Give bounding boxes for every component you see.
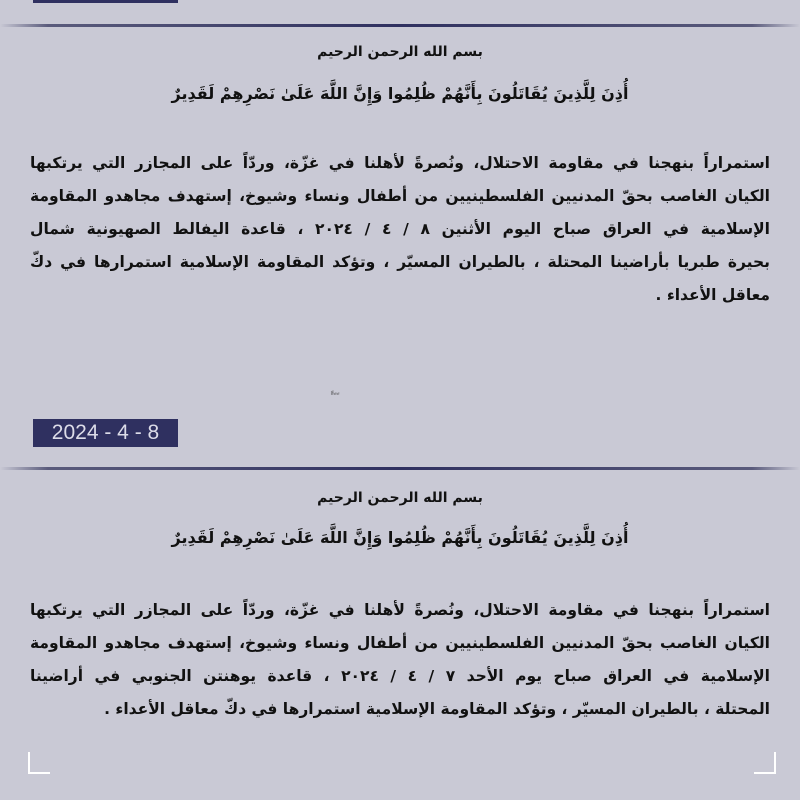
statement-line: استمراراً بنهجنا في مقاومة الاحتلال، ونُصرةً لأهلنا في غزّة، وردّاً على المجازر التي يرتكبها (30, 601, 770, 619)
statement-line: استمراراً بنهجنا في مقاومة الاحتلال، ونُصرةً لأهلنا في غزّة، وردّاً على المجازر التي يرتكبها (30, 154, 770, 172)
statement-line: الإسلامية في العراق صباح اليوم الأثنين ٨ / ٤ / ٢٠٢٤ ، قاعدة اليفالط الصهيونية شمال (30, 220, 770, 238)
statement-line: المحتلة ، بالطيران المسيّر ، وتؤكد المقاومة الإسلامية استمرارها في دكّ معاقل الأعداء . (104, 700, 770, 718)
statement-2 (30, 594, 770, 726)
divider (0, 467, 800, 470)
basmala: بسم الله الرحمن الرحيم (317, 490, 483, 506)
quran-verse: أُذِنَ لِلَّذِينَ يُقَاتَلُونَ بِأَنَّهُمْ ظُلِمُوا وَإِنَّ اللَّهَ عَلَىٰ نَصْرِهِمْ لَقَدِيرٌ (171, 84, 629, 103)
statement-line: بحيرة طبريا بأراضينا المحتلة ، بالطيران المسيّر ، وتؤكد المقاومة الإسلامية استمرارها في دكّ (30, 253, 770, 271)
decorative-marks: ً ً ً ً (330, 393, 339, 403)
quran-verse: أُذِنَ لِلَّذِينَ يُقَاتَلُونَ بِأَنَّهُمْ ظُلِمُوا وَإِنَّ اللَّهَ عَلَىٰ نَصْرِهِمْ لَقَدِيرٌ (171, 528, 629, 547)
divider (0, 24, 800, 27)
corner-bracket-bottom-right (754, 752, 776, 774)
statement-line: معاقل الأعداء . (655, 286, 770, 304)
date-badge: 2024 - 4 - 8 (33, 419, 178, 447)
statement-line: الكيان الغاصب بحقّ المدنيين الفلسطينيين من أطفال ونساء وشيوخ، إستهدف مجاهدو المقاومة (30, 187, 770, 205)
corner-bracket-bottom-left (28, 752, 50, 774)
statement-line: الكيان الغاصب بحقّ المدنيين الفلسطينيين من أطفال ونساء وشيوخ، إستهدف مجاهدو المقاومة (30, 634, 770, 652)
top-date-badge (33, 0, 178, 3)
statement-line: الإسلامية في العراق صباح يوم الأحد ٧ / ٤ / ٢٠٢٤ ، قاعدة يوهنتن الجنوبي في أراضينا (30, 667, 770, 685)
basmala: بسم الله الرحمن الرحيم (317, 44, 483, 60)
statement-1 (30, 147, 770, 312)
